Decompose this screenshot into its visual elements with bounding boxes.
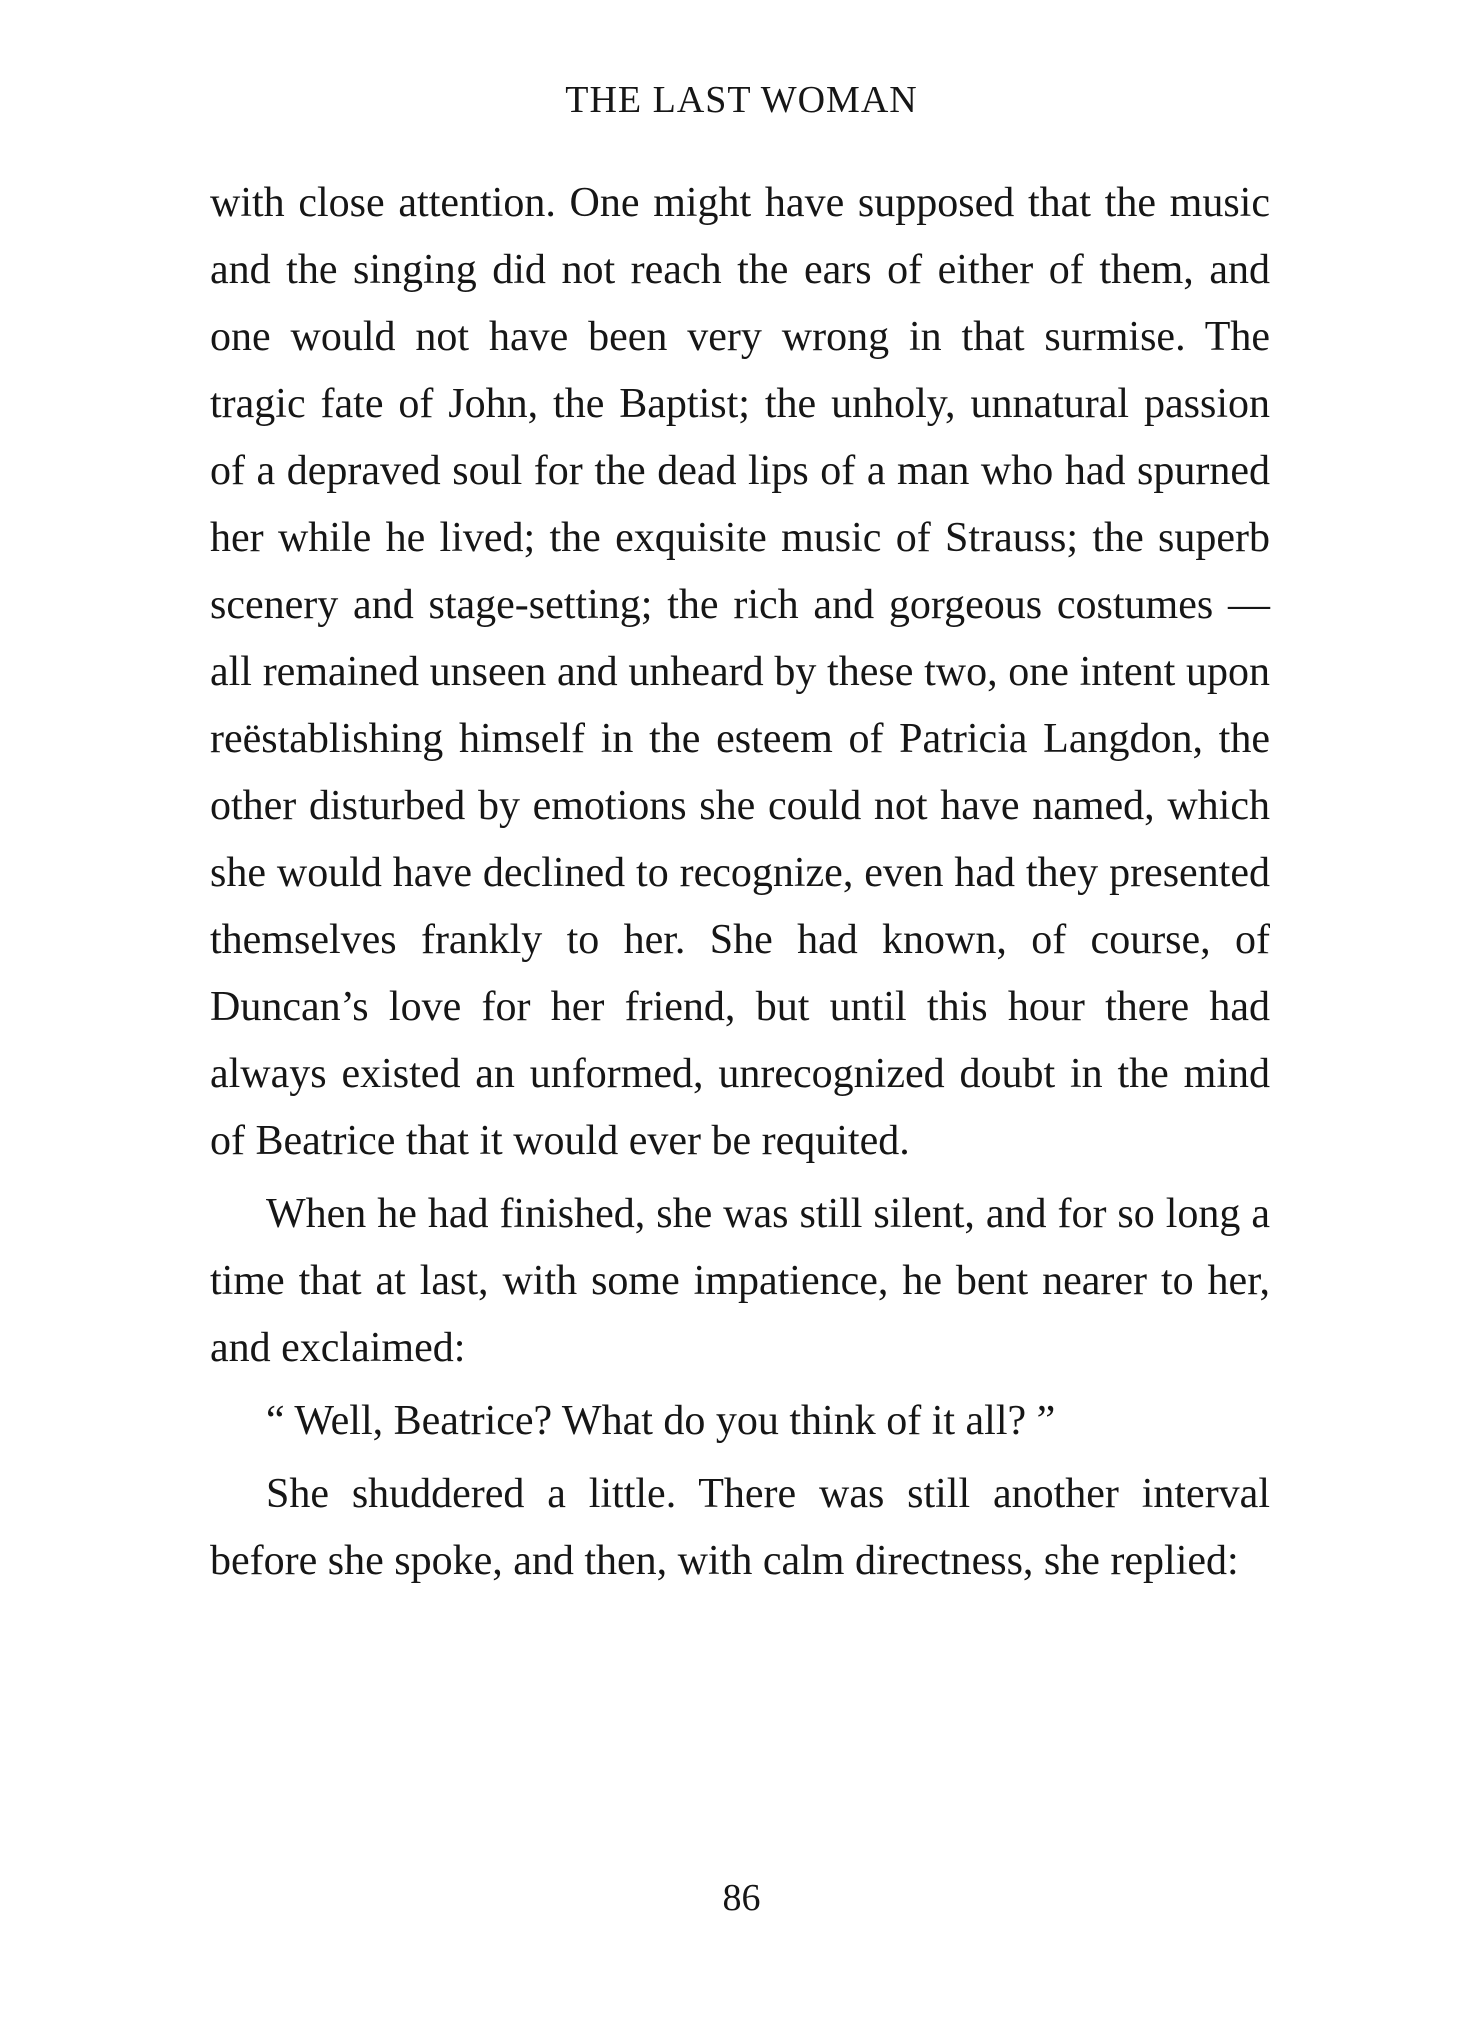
paragraph: When he had finished, she was still silent, and for so long a time that at last, with some impatience, he bent nearer to her, and exclaimed: xyxy=(210,1191,1270,1371)
dialogue-line: “ Well, Beatrice? What do you think of it all? ” xyxy=(266,1398,1056,1444)
page-number: 86 xyxy=(722,1877,761,1919)
paragraph: She shuddered a little. There was still another interval before she spoke, and then, with calm directness, she replied: xyxy=(210,1471,1270,1584)
paragraph-continued: with close attention. One might have supposed that the music and the singing did not reach the ears of either of them, and one would not have been very wrong in that surmise. The tragic fate of John, the Baptist; the unholy, unnatural passion of a depraved soul for the dead lips of a man who had spurned her while he lived; the exquisite music of Strauss; the superb scenery and stage-setting; the rich and gorgeous costumes — all remained unseen and unheard by these two, one intent upon reëstablishing himself in the esteem of Patricia Langdon, the other disturbed by emotions she could not have named, which she would have declined to recognize, even had they presented themselves frankly to her. She had known, of course, of Duncan’s love for her friend, but until this hour there had always existed an unformed, unrecognized doubt in the mind of Beatrice that it would ever be requited. xyxy=(210,180,1270,1164)
body-text xyxy=(210,170,1270,1601)
running-head: THE LAST WOMAN xyxy=(565,79,918,121)
